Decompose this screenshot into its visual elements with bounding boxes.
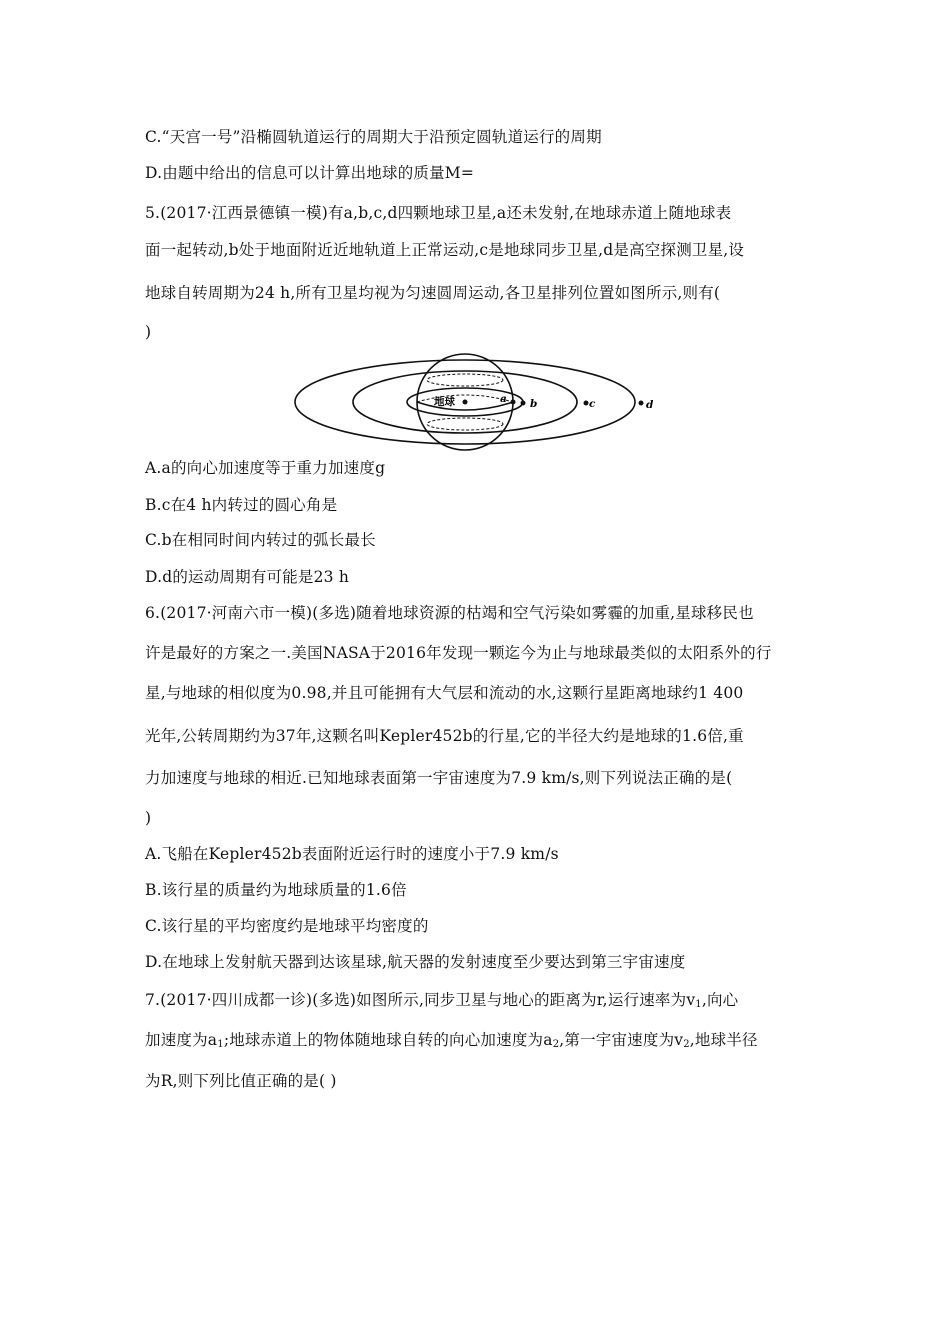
q7-line2-a: 加速度为a: [145, 1031, 218, 1049]
subscript-v2: 2: [683, 1039, 690, 1050]
satellite-b-label: b: [530, 398, 538, 410]
satellite-c-dot: [584, 401, 589, 406]
question-6-line-1: 6.(2017·河南六市一模)(多选)随着地球资源的枯竭和空气污染如雾霾的加重,星球移民也: [145, 604, 754, 622]
question-5-line-2: 面一起转动,b处于地面附近近地轨道上正常运动,c是地球同步卫星,d是高空探测卫星,设: [145, 241, 745, 259]
satellite-a-label: a: [500, 393, 507, 405]
lower-latitude-dashed: [427, 418, 503, 430]
question-6-line-4: 光年,公转周期约为37年,这颗名叫Kepler452b的行星,它的半径大约是地球的1.6倍,重: [145, 727, 744, 745]
option-c-q4: C.“天宫一号”沿椭圆轨道运行的周期大于沿预定圆轨道运行的周期: [145, 128, 602, 146]
question-7-line-1: [145, 990, 738, 1015]
satellite-b-dot: [521, 401, 526, 406]
option-d-q6: D.在地球上发射航天器到达该星球,航天器的发射速度至少要达到第三宇宙速度: [145, 953, 686, 971]
satellite-a-dot: [511, 400, 516, 405]
option-a-q5: A.a的向心加速度等于重力加速度g: [145, 459, 386, 477]
option-c-q6: C.该行星的平均密度约是地球平均密度的: [145, 917, 429, 935]
option-c-q5: C.b在相同时间内转过的弧长最长: [145, 531, 376, 549]
subscript-1: 1: [695, 999, 702, 1010]
earth-center-dot: [463, 400, 468, 405]
question-6-line-5: 力加速度与地球的相近.已知地球表面第一宇宙速度为7.9 km/s,则下列说法正确的是(: [145, 769, 733, 787]
satellite-d-label: d: [646, 399, 654, 411]
earth-label: 地球: [434, 396, 455, 408]
option-b-q5: B.c在4 h内转过的圆心角是: [145, 496, 338, 514]
q7-line2-b: ;地球赤道上的物体随地球自转的向心加速度为a: [223, 1031, 553, 1049]
q7-line2-c: ,第一宇宙速度为v: [559, 1031, 684, 1049]
question-6-line-6: ): [145, 809, 152, 827]
q7-line1-tail: ,向心: [701, 991, 739, 1009]
satellite-d-dot: [639, 401, 644, 406]
option-b-q6: B.该行星的质量约为地球质量的1.6倍: [145, 881, 407, 899]
question-5-line-1: 5.(2017·江西景德镇一模)有a,b,c,d四颗地球卫星,a还未发射,在地球赤道上随地球表: [145, 204, 732, 222]
question-6-line-3: 星,与地球的相似度为0.98,并且可能拥有大气层和流动的水,这颗行星距离地球约1 400: [145, 684, 744, 702]
question-7-line-2: [145, 1030, 758, 1055]
question-5-line-4: ): [145, 323, 152, 341]
satellite-orbit-diagram: [290, 352, 690, 460]
question-7-line-3: 为R,则下列比值正确的是( ): [145, 1072, 337, 1090]
q7-line1-text: 7.(2017·四川成都一诊)(多选)如图所示,同步卫星与地心的距离为r,运行速率为v: [145, 991, 696, 1009]
upper-latitude-dashed: [427, 374, 503, 386]
question-5-line-3: 地球自转周期为24 h,所有卫星均视为匀速圆周运动,各卫星排列位置如图所示,则有(: [145, 284, 721, 302]
subscript-a1: 1: [217, 1039, 224, 1050]
option-d-q5: D.d的运动周期有可能是23 h: [145, 568, 350, 586]
q7-line2-d: ,地球半径: [689, 1031, 758, 1049]
option-a-q6: A.飞船在Kepler452b表面附近运行时的速度小于7.9 km/s: [145, 845, 559, 863]
subscript-a2: 2: [552, 1039, 560, 1050]
question-6-line-2: 许是最好的方案之一.美国NASA于2016年发现一颗迄今为止与地球最类似的太阳系外的行: [145, 644, 772, 662]
option-d-q4: D.由题中给出的信息可以计算出地球的质量M=: [145, 164, 475, 182]
satellite-c-label: c: [589, 398, 596, 410]
